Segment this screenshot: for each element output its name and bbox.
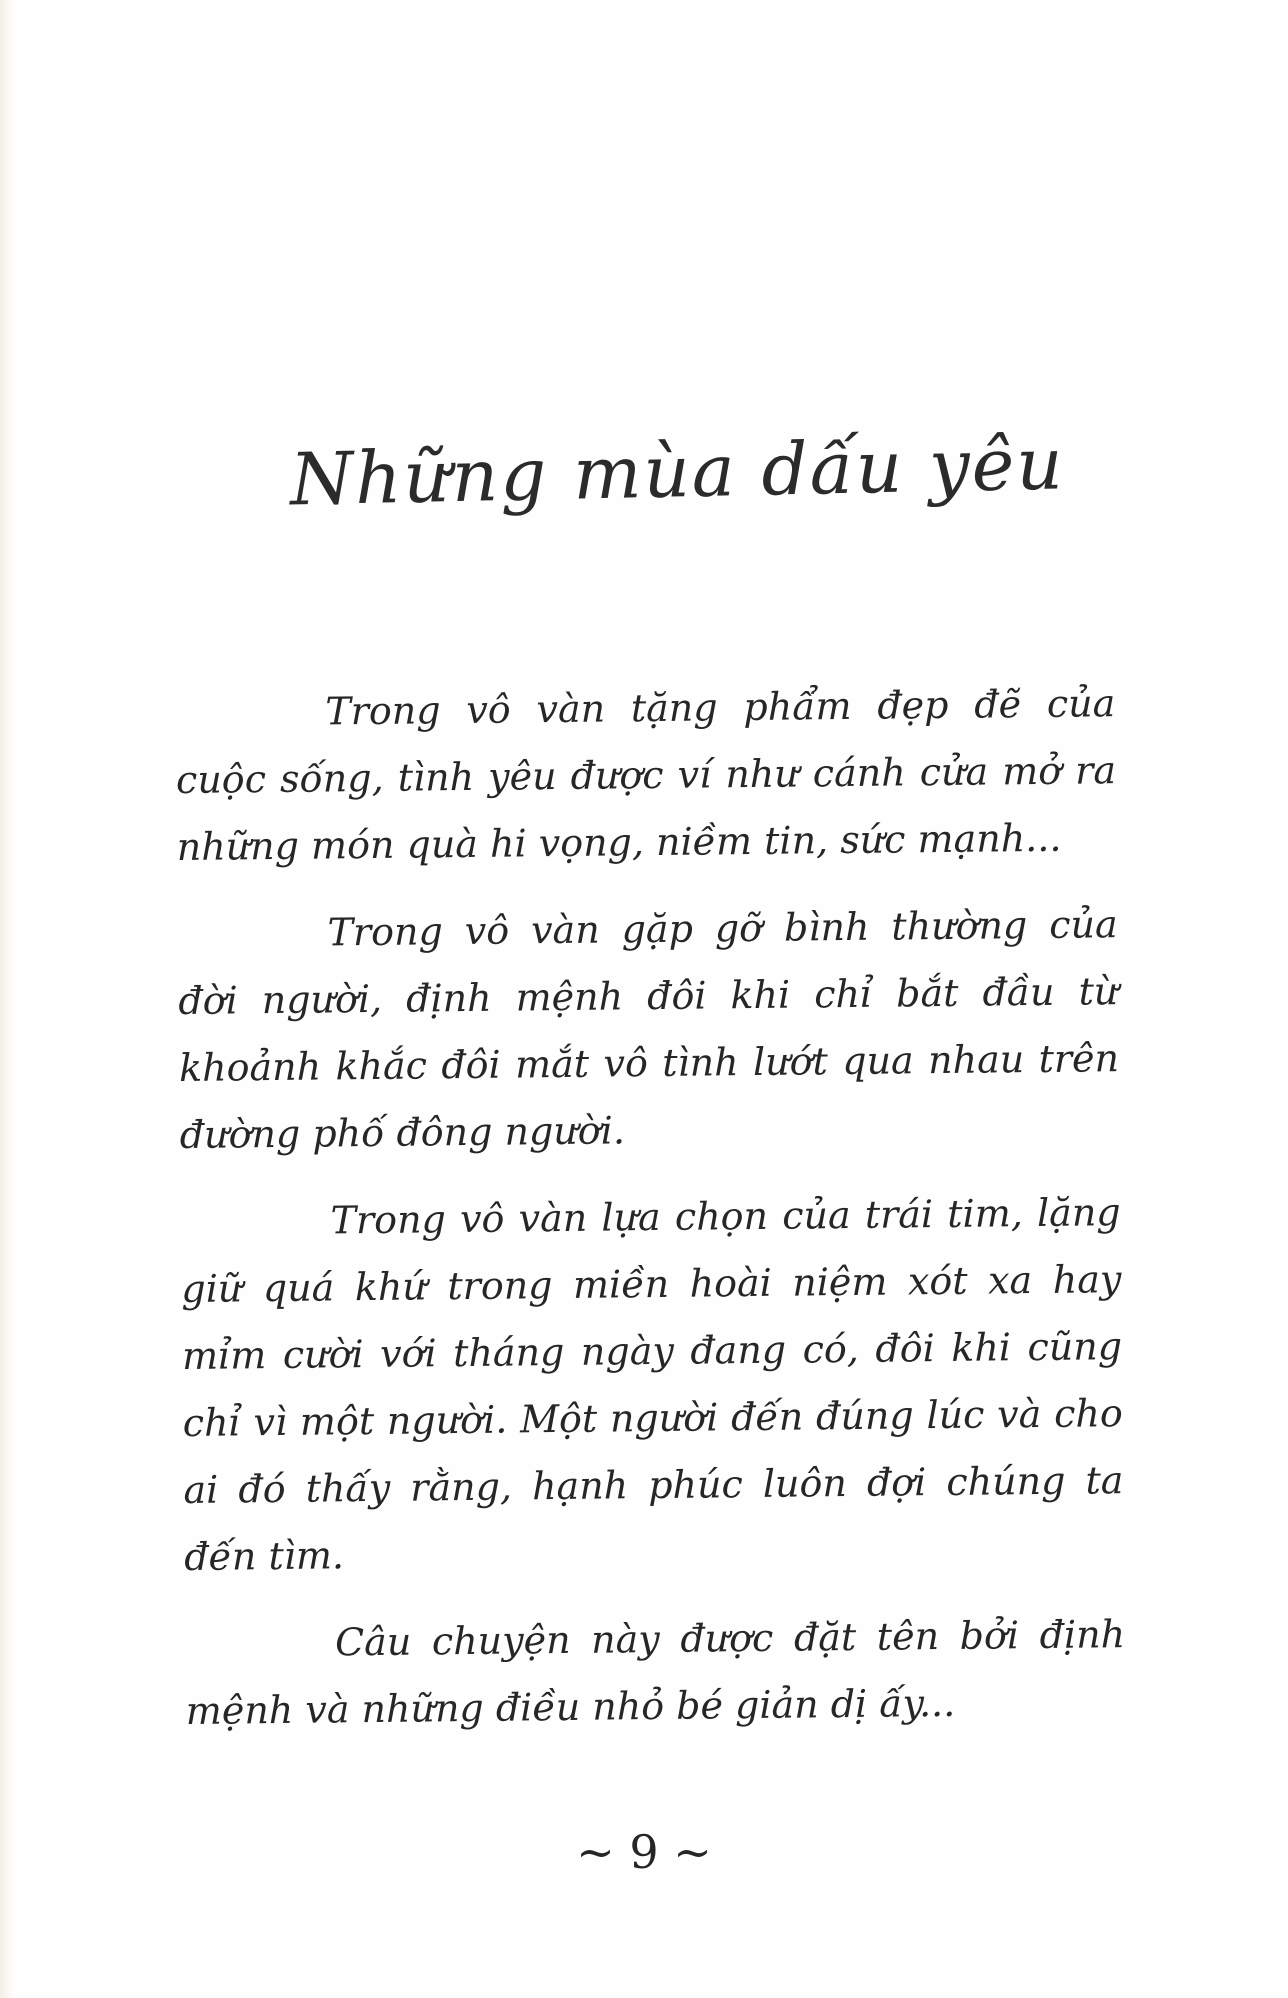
paragraph: Trong vô vàn gặp gỡ bình thường của đời người, định mệnh đôi khi chỉ bắt đầu từ khoảnh khắc đôi mắt vô tình lướt qua nhau trên đường phố đông người. bbox=[178, 902, 1120, 1157]
chapter-title: Những mùa dấu yêu bbox=[289, 421, 1066, 522]
paragraph: Trong vô vàn tặng phẩm đẹp đẽ của cuộc sống, tình yêu được ví như cánh cửa mở ra những món quà hi vọng, niềm tin, sức mạnh... bbox=[175, 681, 1117, 869]
paragraph: Trong vô vàn lựa chọn của trái tim, lặng giữ quá khứ trong miền hoài niệm xót xa hay mỉm cười với tháng ngày đang có, đôi khi cũng chỉ vì một người. Một người đến đúng lúc và cho ai đó thấy rằng, hạnh phúc luôn đợi chúng ta đến tìm. bbox=[181, 1190, 1124, 1579]
body-text bbox=[175, 670, 1126, 1765]
page-number: ~ 9 ~ bbox=[576, 1825, 712, 1879]
paragraph: Câu chuyện này được đặt tên bởi định mệnh và những điều nhỏ bé giản dị ấy... bbox=[185, 1612, 1126, 1733]
page-edge bbox=[0, 0, 14, 1998]
